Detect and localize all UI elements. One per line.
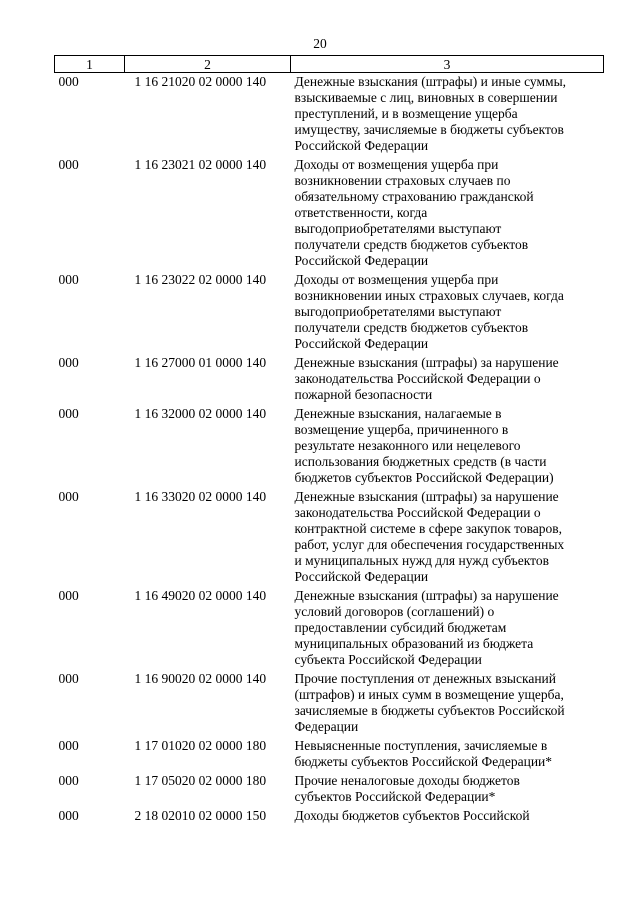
description-line: муниципальных образований из бюджета — [294, 636, 534, 651]
description-cell — [291, 488, 604, 587]
table-row — [55, 271, 604, 354]
description-line: контрактной системе в сфере закупок товаров, — [294, 521, 563, 536]
page-number: 20 — [313, 36, 327, 51]
description-line: Российской Федерации — [294, 569, 429, 584]
description-line: предоставлении субсидий бюджетам — [294, 620, 507, 635]
description-line: получатели средств бюджетов субъектов — [294, 237, 529, 252]
table-row — [55, 807, 604, 826]
description-line: и муниципальных нужд для нужд субъектов — [294, 553, 549, 568]
description-line: пожарной безопасности — [294, 387, 433, 402]
description-cell — [291, 156, 604, 271]
description-line: работ, услуг для обеспечения государственных — [294, 537, 565, 552]
admin-code-cell: 000 — [58, 671, 79, 686]
description-line: Денежные взыскания, налагаемые в — [294, 406, 502, 421]
description-line: преступлений, и в возмещение ущерба — [294, 106, 518, 121]
description-line: Российской Федерации — [294, 138, 429, 153]
table-header-row — [55, 56, 604, 73]
description-line: выгодоприобретателями выступают — [294, 221, 502, 236]
description-line: результате незаконного или нецелевого — [294, 438, 521, 453]
description-line: ответственности, когда — [294, 205, 428, 220]
budget-code-cell: 1 16 33020 02 0000 140 — [134, 489, 267, 504]
table-row — [55, 670, 604, 737]
table-row — [55, 156, 604, 271]
description-line: (штрафов) и иных сумм в возмещение ущерба, — [294, 687, 564, 702]
description-cell — [291, 737, 604, 772]
description-cell — [291, 405, 604, 488]
description-cell — [291, 772, 604, 807]
admin-code-cell: 000 — [58, 406, 79, 421]
budget-code-cell: 1 16 49020 02 0000 140 — [134, 588, 267, 603]
description-line: Российской Федерации — [294, 336, 429, 351]
description-cell — [291, 587, 604, 670]
admin-code-cell: 000 — [58, 272, 79, 287]
admin-code-cell: 000 — [58, 355, 79, 370]
budget-code-cell: 1 16 90020 02 0000 140 — [134, 671, 267, 686]
description-line: Доходы бюджетов субъектов Российской — [294, 808, 530, 823]
description-line: Доходы от возмещения ущерба при — [294, 272, 499, 287]
table-row — [55, 354, 604, 405]
admin-code-cell: 000 — [58, 74, 79, 89]
column-header-admin: 1 — [55, 56, 125, 73]
column-header-code: 2 — [125, 56, 291, 73]
admin-code-cell: 000 — [58, 588, 79, 603]
description-line: законодательства Российской Федерации о — [294, 371, 541, 386]
description-line: Доходы от возмещения ущерба при — [294, 157, 499, 172]
description-line: зачисляемые в бюджеты субъектов Российской — [294, 703, 565, 718]
description-line: получатели средств бюджетов субъектов — [294, 320, 529, 335]
description-line: обязательному страхованию гражданской — [294, 189, 534, 204]
budget-code-cell: 1 16 21020 02 0000 140 — [134, 74, 267, 89]
description-cell — [291, 271, 604, 354]
description-line: бюджеты субъектов Российской Федерации* — [294, 754, 553, 769]
budget-code-cell: 2 18 02010 02 0000 150 — [134, 808, 267, 823]
budget-code-cell: 1 17 01020 02 0000 180 — [134, 738, 267, 753]
admin-code-cell: 000 — [58, 808, 79, 823]
table-row — [55, 488, 604, 587]
description-line: возникновении страховых случаев по — [294, 173, 511, 188]
table-row — [55, 405, 604, 488]
description-line: имуществу, зачисляемые в бюджеты субъектов — [294, 122, 564, 137]
description-cell — [291, 73, 604, 157]
description-cell — [291, 807, 604, 826]
budget-code-cell: 1 16 23022 02 0000 140 — [134, 272, 267, 287]
budget-code-cell: 1 16 23021 02 0000 140 — [134, 157, 267, 172]
description-line: законодательства Российской Федерации о — [294, 505, 541, 520]
description-line: условий договоров (соглашений) о — [294, 604, 495, 619]
description-line: Денежные взыскания (штрафы) за нарушение — [294, 355, 559, 370]
description-line: субъектов Российской Федерации* — [294, 789, 496, 804]
column-header-description: 3 — [291, 56, 604, 73]
budget-code-cell: 1 17 05020 02 0000 180 — [134, 773, 267, 788]
admin-code-cell: 000 — [58, 738, 79, 753]
description-line: Невыясненные поступления, зачисляемые в — [294, 738, 548, 753]
admin-code-cell: 000 — [58, 773, 79, 788]
description-line: возникновении иных страховых случаев, когда — [294, 288, 564, 303]
table-row — [55, 73, 604, 157]
description-line: возмещение ущерба, причиненного в — [294, 422, 509, 437]
description-cell — [291, 670, 604, 737]
budget-code-cell: 1 16 32000 02 0000 140 — [134, 406, 267, 421]
description-line: Прочие неналоговые доходы бюджетов — [294, 773, 520, 788]
description-line: бюджетов субъектов Российской Федерации) — [294, 470, 554, 485]
budget-code-cell: 1 16 27000 01 0000 140 — [134, 355, 267, 370]
admin-code-cell: 000 — [58, 157, 79, 172]
table-row — [55, 737, 604, 772]
table-row — [55, 587, 604, 670]
table-row — [55, 772, 604, 807]
description-line: Российской Федерации — [294, 253, 429, 268]
description-line: взыскиваемые с лиц, виновных в совершении — [294, 90, 558, 105]
admin-code-cell: 000 — [58, 489, 79, 504]
description-line: субъекта Российской Федерации — [294, 652, 482, 667]
description-line: Денежные взыскания (штрафы) за нарушение — [294, 489, 559, 504]
income-codes-table — [54, 55, 604, 826]
description-line: выгодоприобретателями выступают — [294, 304, 502, 319]
description-line: использования бюджетных средств (в части — [294, 454, 547, 469]
table-body — [55, 73, 604, 827]
description-line: Денежные взыскания (штрафы) и иные суммы, — [294, 74, 567, 89]
description-line: Прочие поступления от денежных взысканий — [294, 671, 557, 686]
description-line: Федерации — [294, 719, 359, 734]
description-line: Денежные взыскания (штрафы) за нарушение — [294, 588, 559, 603]
description-cell — [291, 354, 604, 405]
